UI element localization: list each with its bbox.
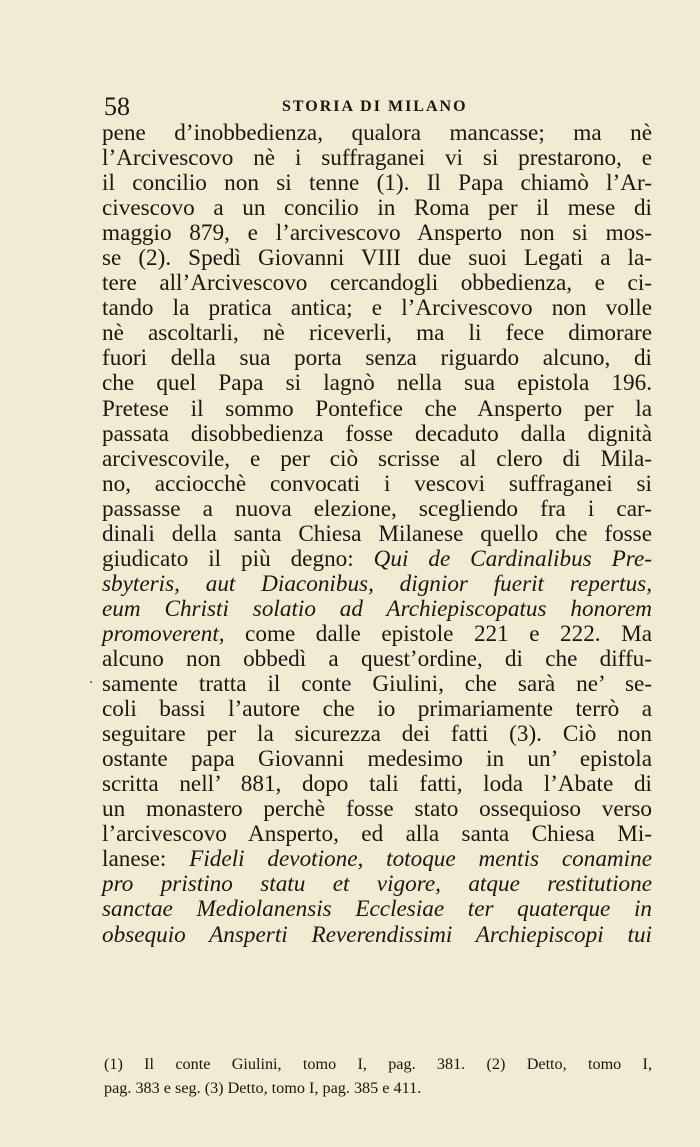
footnotes bbox=[104, 1052, 652, 1100]
latin-quote: Fideli devotione, totoque mentis conamine bbox=[189, 846, 652, 873]
text-line: un monastero perchè fosse stato ossequioso verso bbox=[102, 796, 652, 823]
text-line: maggio 879, e l’arcivescovo Ansperto non si mos- bbox=[102, 220, 652, 247]
latin-quote: sbyteris, aut Diaconibus, dignior fuerit repertus, bbox=[102, 570, 652, 597]
text-line: se (2). Spedì Giovanni VIII due suoi Legati a la- bbox=[102, 245, 652, 272]
text-line: nè ascoltarli, nè riceverli, ma li fece dimorare bbox=[102, 320, 652, 347]
text-line: giudicato il più degno: Qui de Cardinalibus Pre- bbox=[102, 545, 652, 572]
text-line: seguitare per la sicurezza dei fatti (3). Ciò non bbox=[102, 721, 652, 748]
text-line: pene d’inobbedienza, qualora mancasse; ma nè bbox=[102, 120, 652, 146]
latin-quote: eum Christi solatio ad Archiepiscopatus honorem bbox=[102, 595, 652, 622]
text-line: samente tratta il conte Giulini, che sarà ne’ se- bbox=[102, 671, 652, 698]
page-number: 58 bbox=[104, 92, 130, 121]
latin-quote: promoverent, bbox=[102, 620, 225, 647]
page-header bbox=[104, 92, 652, 122]
text-line: fuori della sua porta senza riguardo alcuno, di bbox=[102, 345, 652, 372]
text-line: dinali della santa Chiesa Milanese quello che fosse bbox=[102, 520, 652, 547]
text-line: promoverent, come dalle epistole 221 e 222. Ma bbox=[102, 620, 652, 647]
text-line: no, acciocchè convocati i vescovi suffraganei si bbox=[102, 470, 652, 497]
latin-quote: sanctae Mediolanensis Ecclesiae ter quaterque in bbox=[102, 896, 652, 923]
body-text bbox=[102, 121, 652, 948]
text-line: Pretese il sommo Pontefice che Ansperto per la bbox=[102, 395, 652, 422]
text-line: passasse a nuova elezione, scegliendo fra i car- bbox=[102, 495, 652, 522]
text-line bbox=[102, 572, 652, 597]
text-line bbox=[102, 923, 652, 948]
text-line: scritta nell’ 881, dopo tali fatti, loda l’Abate di bbox=[102, 771, 652, 798]
text-line: coli bassi l’autore che io primariamente terrò a bbox=[102, 696, 652, 723]
text-line: lanese: Fideli devotione, totoque mentis conamine bbox=[102, 846, 652, 873]
text-line: tando la pratica antica; e l’Arcivescovo non volle bbox=[102, 295, 652, 322]
text-line: civescovo a un concilio in Roma per il mese di bbox=[102, 195, 652, 222]
latin-quote: pro pristino statu et vigore, atque restitutione bbox=[102, 871, 652, 898]
text-line: tere all’Arcivescovo cercandogli obbedienza, e ci- bbox=[102, 270, 652, 297]
footnote-line: (1) Il conte Giulini, tomo I, pag. 381. (2) Detto, tomo I, bbox=[104, 1055, 652, 1073]
margin-mark: · bbox=[88, 672, 94, 692]
latin-quote: obsequio Ansperti Reverendissimi Archiepiscopi tui bbox=[102, 921, 652, 948]
text-line: l’arcivescovo Ansperto, ed alla santa Chiesa Mi- bbox=[102, 821, 652, 848]
text-line: l’Arcivescovo nè i suffraganei vi si prestarono, e bbox=[102, 145, 652, 172]
text-line: alcuno non obbedì a quest’ordine, di che diffu- bbox=[102, 645, 652, 672]
latin-quote: Qui de Cardinalibus Pre- bbox=[373, 545, 652, 572]
text-line bbox=[102, 897, 652, 922]
footnote-line: pag. 383 e seg. (3) Detto, tomo I, pag. 385 e 411. bbox=[104, 1079, 422, 1097]
text-line: che quel Papa si lagnò nella sua epistola 196. bbox=[102, 370, 652, 397]
text-line bbox=[102, 597, 652, 622]
text-line: ostante papa Giovanni medesimo in un’ epistola bbox=[102, 746, 652, 773]
running-title: STORIA DI MILANO bbox=[282, 98, 468, 115]
text-line: arcivescovile, e per ciò scrisse al clero di Mila- bbox=[102, 445, 652, 472]
text-line: il concilio non si tenne (1). Il Papa chiamò l’Ar- bbox=[102, 170, 652, 197]
text-line: passata disobbedienza fosse decaduto dalla dignità bbox=[102, 420, 652, 447]
text-line bbox=[102, 872, 652, 897]
